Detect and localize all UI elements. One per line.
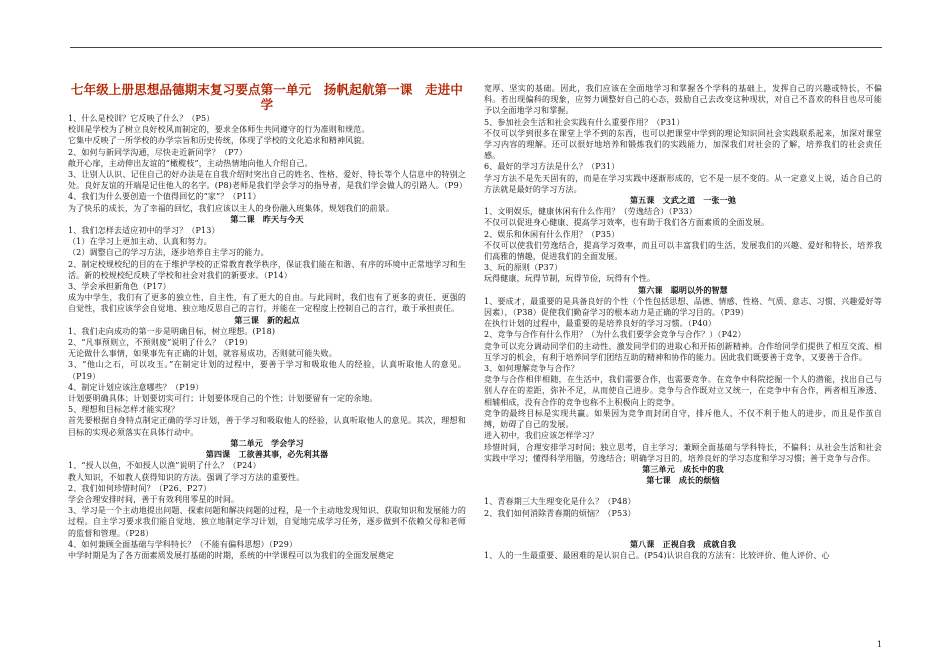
text-line: 学习方法不是先天固有的，而是在学习实践中逐渐形成的，它不是一层不变的。从一定意义上说，适合自己的方法就是最好的学习方法。 (484, 173, 882, 194)
text-line: 2、我们如何消除青春期的烦恼？（P53） (484, 508, 636, 518)
text-line: 1、人的一生最重要、最困难的是认识自己。(P54)认识自我的方法有：比较评价、他人评价、心 (484, 550, 830, 560)
text-line: 教人知识，不如教人获得知识的方法。强调了学习方法的重要性。 (68, 472, 305, 482)
text-line: 2、我们如何珍惜时间？（P26、P27） (68, 483, 212, 493)
document-title: 七年级上册思想品德期末复习要点第一单元 扬帆起航第一课 走进中学 (70, 82, 464, 112)
text-line: 竞争可以充分调动同学们的主动性、激发同学们的进取心和开拓创新精神。合作给同学们提供了相互交流、相互学习的机会，有利于培养同学们团结互助的精神和协作的能力。因此我们既要善于竞争，又要善于合作。 (484, 341, 882, 362)
blank-line (484, 486, 882, 496)
text-line: 3、如何理解竞争与合作？ (484, 364, 579, 374)
text-line: 竞争与合作相伴相随，在生活中，我们需要合作，也需要竞争。在竞争中科院挖掘一个人的潜能，找出自己与别人存在的差距，弥补不足，从而使自己进步。竞争与合作既对立又统一，在竞争中有合作，两者相互渗透、相辅相成，没有合作的竞争也称不上积极向上的竞争。 (484, 375, 882, 407)
right-column-body (484, 83, 882, 561)
text-line: 3、学习是一个主动地提出问题、探索问题和解决问题的过程，是一个主动地发现知识、获取知识和发展能力的过程。自主学习要求我们能自觉地、独立地制定学习计划，自觉地完成学习任务，逐步做到不依赖父母和老师的监督和管理。（P28） (68, 506, 466, 538)
text-line: 3、学会承担新角色（P17） (68, 282, 171, 292)
text-line: 6、最好的学习方法是什么？（P31） (484, 162, 620, 172)
text-line: 1、我们走向成功的第一步是明确目标，树立理想。(P18) (68, 326, 276, 336)
text-line: 竞争的最终目标是实现共赢。如果因为竞争而封闭自守，排斥他人，不仅不利于他人的进步，而且是作茧自缚，妨碍了自己的发展。 (484, 408, 882, 430)
blank-line (484, 529, 882, 539)
text-line: 2、制定校规校纪的目的在于维护学校的正常教育教学秩序，保证我们能在和谐、有序的环境中正常地学习和生活。新的校规校纪反映了学校和社会对我们的新要求。（P14） (68, 259, 466, 280)
text-line: 无论做什么事情，如果事先有正确的计划，就容易成功，否则就可能失败。 (68, 349, 337, 359)
section-heading: 第二单元 学会学习 (230, 437, 304, 448)
section-heading: 第七课 成长的烦恼 (646, 475, 720, 486)
text-line: 5、理想和目标怎样才能实现？ (68, 405, 180, 415)
left-column-body (68, 113, 466, 561)
text-line: 3、玩的原则（P37） (484, 263, 563, 273)
text-line: 它集中反映了一所学校的办学宗旨和历史传统，体现了学校的文化追求和精神风貌。 (68, 136, 370, 146)
text-line: 2、娱乐和休闲有什么作用？（P35） (484, 229, 620, 239)
text-line: 校训是学校为了树立良好校风而制定的，要求全体师生共同遵守的行为准则和规范。 (68, 125, 370, 135)
text-line: 5、参加社会生活和社会实践有什么重要作用？（P31） (484, 117, 685, 127)
section-heading: 第八课 正视自我 成就自我 (630, 538, 736, 549)
text-line: 4、我们为什么要创造一个值得回忆的“家”？（P11） (68, 192, 261, 202)
text-line: 计划要明确具体；计划要切实可行；计划要体现自己的个性；计划要留有一定的余地。 (68, 394, 378, 404)
section-heading: 第二课 昨天与今天 (230, 213, 304, 224)
section-heading: 第三课 新的起点 (234, 314, 300, 325)
section-heading: 第四课 工欲善其事，必先利其器 (205, 449, 329, 460)
text-line: 成为中学生，我们有了更多的独立性、自主性，有了更大的自由。与此同时，我们也有了更多的责任、更强的自觉性，我们应该学会自觉地、独立地反思自己的言行，并能在一定程度上控制自己的言行，敢于承担责任。 (68, 293, 466, 314)
text-line: 宽厚、坚实的基础。因此，我们应该在全面地学习和掌握各个学科的基础上，发挥自己的兴趣或特长，不偏科。若出现偏科的现象，应努力调整好自己的心态，鼓励自己去改变这种现状，对自己不喜欢的科目也尽可能予以全面地学习和掌握。 (484, 84, 882, 116)
text-line: 2、竞争与合作有什么作用？（为什么我们要学会竞争与合作？）（P42） (484, 330, 746, 340)
text-line: 敞开心扉，主动伸出友谊的“橄榄枝”，主动热情地向他人介绍自己。 (68, 158, 313, 168)
text-line: 3、“他山之石，可以攻玉。”在制定计划的过程中，要善于学习和吸取他人的经验，认真听取他人的意见。（P19） (68, 360, 466, 381)
text-line: 不仅可以学到很多在课堂上学不到的东西，也可以把课堂中学到的理论知识同社会实践联系起来，加深对课堂学习内容的理解。还可以很好地培养和锻炼我们的实践能力，加深我们对社会的了解，培养我们的社会责任感。 (484, 128, 882, 161)
text-line: 珍惜时间，合理安排学习时间；独立思考，自主学习；兼顾全面基础与学科特长，不偏科；从社会生活和社会实践中学习；懂得科学用脑，劳逸结合；明确学习目的，培养良好的学习态度和学习习惯；善于竞争与合作。 (484, 442, 882, 463)
text-line: 1、“授人以鱼，不如授人以渔”说明了什么？（P24） (68, 461, 261, 471)
page-number: 1 (877, 640, 883, 649)
text-line: 2、“凡事预则立，不预则废”说明了什么？（P19） (68, 338, 253, 348)
text-line: 玩得健康，玩得节制，玩得节俭，玩得有个性。 (484, 274, 656, 284)
text-line: 首先要根据自身特点制定正确的学习计划，善于学习和吸取他人的经验，认真听取他人的意见。其次，理想和目标的实现必须落实在具体行动中。 (68, 416, 466, 437)
text-line: 1、什么是校训？它反映了什么？（P5） (68, 114, 215, 123)
left-column (68, 82, 466, 561)
section-heading: 第三单元 成长中的我 (642, 463, 724, 474)
section-heading: 第六课 聪明以外的智慧 (638, 284, 728, 295)
text-line: 为了快乐的成长，为了幸福的回忆，我们应该以主人的身份融入班集体，规划我们的前景。 (68, 203, 394, 213)
text-line: 1、文明娱乐，健康休闲有什么作用？（劳逸结合）（P33） (484, 207, 697, 217)
text-line: 不仅可以促进身心健康、提高学习效率，也有助于我们各方面素质的全面发展。 (484, 218, 770, 228)
text-line: 在执行计划的过程中，最重要的是培养良好的学习习惯。（P40） (484, 319, 717, 329)
text-line: 4、制定计划应该注意哪些？（P19） (68, 382, 204, 392)
text-line: 进入初中，我们应该怎样学习？ (484, 431, 599, 441)
right-column (484, 83, 882, 561)
text-line: 中学时期是为了各方面素质发展打基础的时期，系统的中学课程可以为我们的全面发展奠定 (68, 550, 394, 560)
header-rule (70, 47, 882, 48)
text-line: 2、如何与新同学沟通，尽快走近新同学？（P7） (68, 147, 248, 157)
text-line: （2）调整自己的学习方法，逐步培养自主学习的能力。 (68, 248, 269, 258)
text-line: 1、青春期三大生理变化是什么？（P48） (484, 497, 636, 507)
text-line: 1、我们怎样去适应初中的学习？（P13） (68, 226, 220, 236)
blank-line (484, 519, 882, 529)
text-line: 不仅可以使我们劳逸结合，提高学习效率，而且可以丰富我们的生活，发展我们的兴趣、爱好和特长，培养我们高雅的情趣，促进我们的全面发展。 (484, 240, 882, 262)
text-line: 4、如何兼顾全面基础与学科特长？（不能有偏科思想）（P29） (68, 539, 298, 549)
section-heading: 第五课 文武之道 一张一弛 (630, 195, 736, 206)
text-line: 3、让别人认识、记住自己的好办法是在自我介绍时突出自己的姓名、性格、爱好、特长等个人信息中的特别之处。良好友谊的开端是记住他人的名字。(P8)老师是我们学会学习的指导者，是我们学会做人的引路人。（P9） (68, 170, 467, 191)
text-line: 学会合理安排时间，善于有效利用零星的时间。 (68, 494, 240, 504)
text-line: 1、要成才，最重要的是具备良好的个性（个性包括思想、品德、情感、性格、气质、意志、习惯、兴趣爱好等因素），（P38）促使我们勤奋学习的根本动力是正确的学习目的。（P39） (484, 296, 882, 318)
text-line: （1）在学习上更加主动、认真和努力。 (68, 237, 212, 247)
